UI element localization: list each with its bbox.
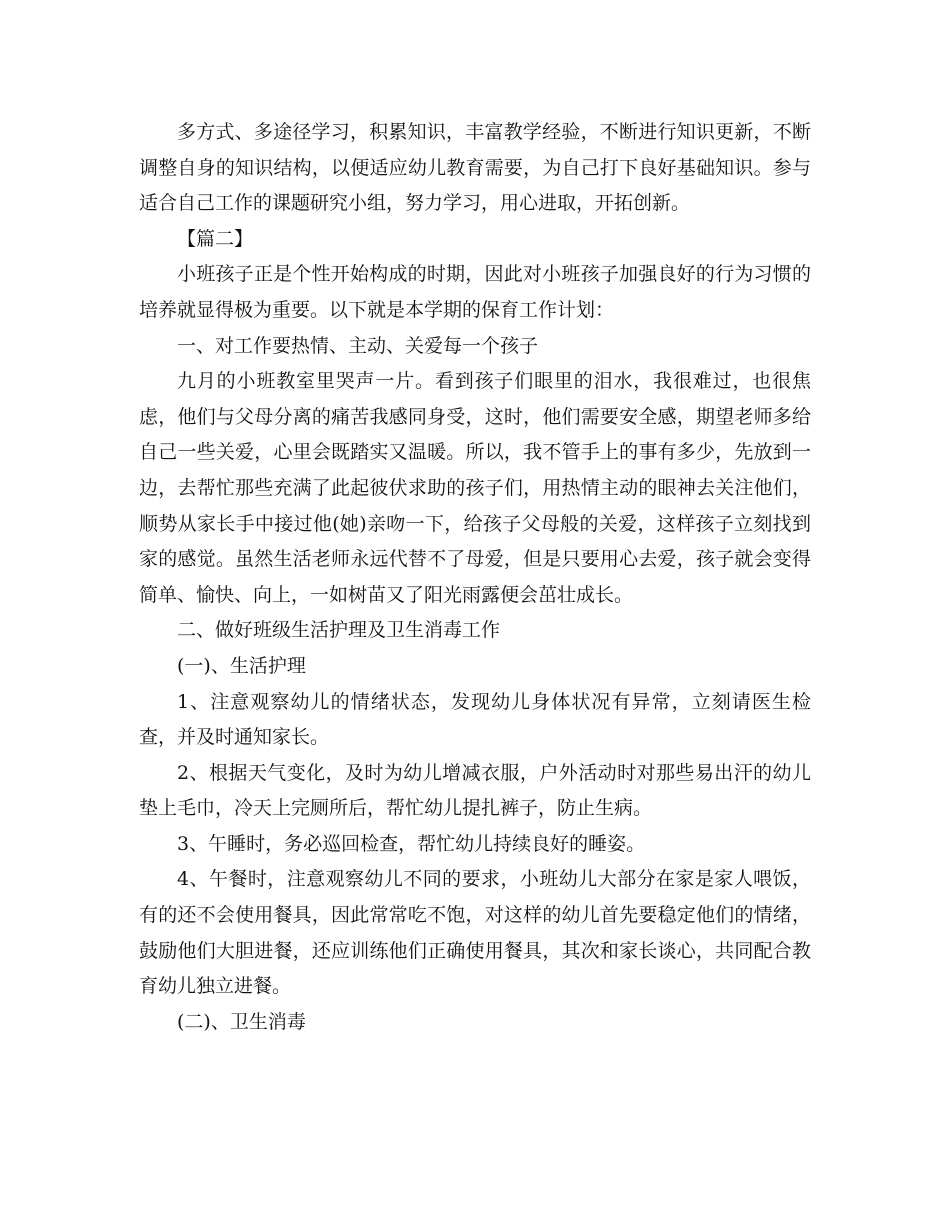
paragraph-intro: 小班孩子正是个性开始构成的时期，因此对小班孩子加强良好的行为习惯的培养就显得极为重要。以下就是本学期的保育工作计划：: [139, 263, 811, 321]
document-body: [139, 115, 811, 1040]
heading-section-two: 二、做好班级生活护理及卫生消毒工作: [177, 619, 501, 642]
section-heading-part-two: 【篇二】: [177, 227, 254, 250]
subheading-hygiene-disinfection: (二)、卫生消毒: [177, 1010, 306, 1033]
list-item-4: 4、午餐时，注意观察幼儿不同的要求，小班幼儿大部分在家是家人喂饭，有的还不会使用餐具，因此常常吃不饱，对这样的幼儿首先要稳定他们的情绪，鼓励他们大胆进餐，还应训练他们正确使用餐具，其次和家长谈心，共同配合教育幼儿独立进餐。: [139, 868, 811, 998]
heading-section-one: 一、对工作要热情、主动、关爱每一个孩子: [177, 334, 539, 357]
list-item-3: 3、午睡时，务必巡回检查，帮忙幼儿持续良好的睡姿。: [177, 832, 646, 855]
list-item-1: 1、注意观察幼儿的情绪状态，发现幼儿身体状况有异常，立刻请医生检查，并及时通知家长。: [139, 690, 811, 749]
paragraph-september-classroom: 九月的小班教室里哭声一片。看到孩子们眼里的泪水，我很难过，也很焦虑，他们与父母分离的痛苦我感同身受，这时，他们需要安全感，期望老师多给自己一些关爱，心里会既踏实又温暖。所以，我不管手上的事有多少，先放到一边，去帮忙那些充满了此起彼伏求助的孩子们，用热情主动的眼神去关注他们，顺势从家长手中接过他(她)亲吻一下，给孩子父母般的关爱，这样孩子立刻找到家的感觉。虽然生活老师永远代替不了母爱，但是只要用心去爱，孩子就会变得简单、愉快、向上，一如树苗又了阳光雨露便会茁壮成长。: [139, 370, 811, 606]
list-item-2: 2、根据天气变化，及时为幼儿增减衣服，户外活动时对那些易出汗的幼儿垫上毛巾，冷天上完厕所后，帮忙幼儿提扎裤子，防止生病。: [139, 761, 811, 820]
paragraph-study-methods: 多方式、多途径学习，积累知识，丰富教学经验，不断进行知识更新，不断调整自身的知识结构，以便适应幼儿教育需要，为自己打下良好基础知识。参与适合自己工作的课题研究小组，努力学习，用心进取，开拓创新。: [139, 121, 811, 215]
subheading-life-care: (一)、生活护理: [177, 654, 306, 677]
